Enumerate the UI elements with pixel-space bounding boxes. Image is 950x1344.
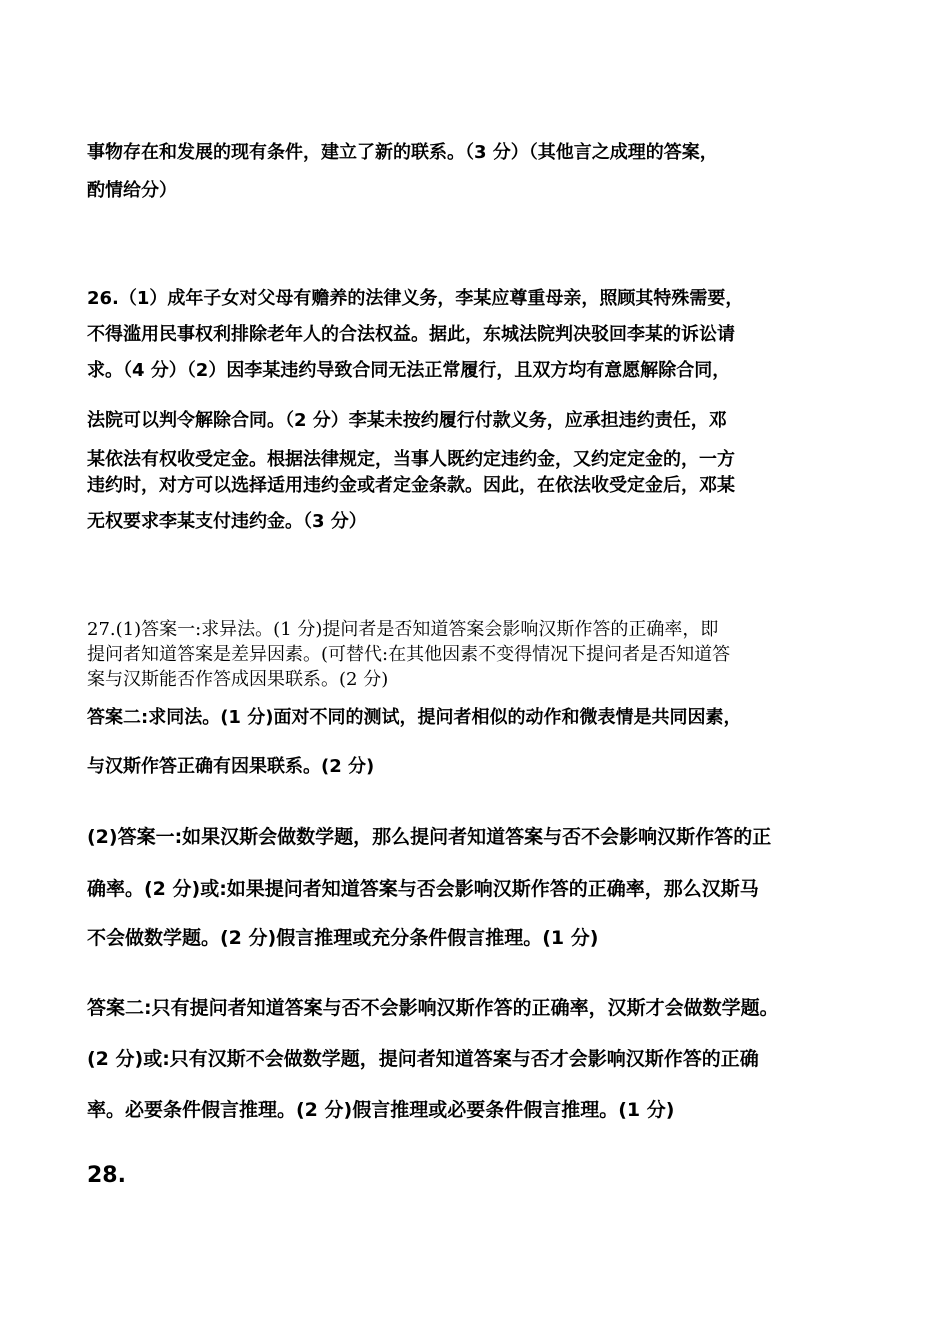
s25-line-2: 酌情给分） bbox=[87, 180, 177, 201]
s28-heading: 28. bbox=[87, 1163, 126, 1188]
s26-line-1: 26.（1）成年子女对父母有赡养的法律义务，李某应尊重母亲，照顾其特殊需要， bbox=[87, 288, 744, 309]
s27-p1-line-5: 与汉斯作答正确有因果联系。(2 分) bbox=[87, 756, 375, 777]
s27-p1-line-4: 答案二:求同法。(1 分)面对不同的测试，提问者相似的动作和微表情是共同因素， bbox=[87, 707, 742, 728]
s26-line-5: 某依法有权收受定金。根据法律规定，当事人既约定违约金，又约定定金的，一方 bbox=[87, 449, 735, 470]
s27-p1-line-1: 27.(1)答案一:求异法。(1 分)提问者是否知道答案会影响汉斯作答的正确率，即 bbox=[87, 619, 719, 640]
s27-p2-line-2: 确率。(2 分)或:如果提问者知道答案与否会影响汉斯作答的正确率，那么汉斯马 bbox=[87, 878, 759, 900]
s26-line-2: 不得滥用民事权利排除老年人的合法权益。据此，东城法院判决驳回李某的诉讼请 bbox=[87, 324, 735, 345]
s27-p2-line-5: (2 分)或:只有汉斯不会做数学题，提问者知道答案与否才会影响汉斯作答的正确 bbox=[87, 1048, 759, 1070]
s27-p1-line-2: 提问者知道答案是差异因素。(可替代:在其他因素不变得情况下提问者是否知道答 bbox=[87, 644, 731, 665]
s26-line-3: 求。（4 分）（2）因李某违约导致合同无法正常履行，且双方均有意愿解除合同， bbox=[87, 360, 731, 381]
s26-line-4: 法院可以判令解除合同。（2 分）李某未按约履行付款义务，应承担违约责任，邓 bbox=[87, 410, 727, 431]
s27-p1-line-3: 案与汉斯能否作答成因果联系。(2 分) bbox=[87, 669, 389, 690]
s25-line-1: 事物存在和发展的现有条件，建立了新的联系。（3 分）（其他言之成理的答案， bbox=[87, 142, 718, 163]
s27-p2-line-1: (2)答案一:如果汉斯会做数学题，那么提问者知道答案与否不会影响汉斯作答的正 bbox=[87, 826, 772, 848]
s26-line-7: 无权要求李某支付违约金。（3 分） bbox=[87, 511, 367, 532]
s27-p2-line-4: 答案二:只有提问者知道答案与否不会影响汉斯作答的正确率，汉斯才会做数学题。 bbox=[87, 997, 779, 1019]
s27-p2-line-3: 不会做数学题。(2 分)假言推理或充分条件假言推理。(1 分) bbox=[87, 927, 599, 949]
s26-line-6: 违约时，对方可以选择适用违约金或者定金条款。因此，在依法收受定金后，邓某 bbox=[87, 475, 735, 496]
s27-p2-line-6: 率。必要条件假言推理。(2 分)假言推理或必要条件假言推理。(1 分) bbox=[87, 1099, 675, 1121]
